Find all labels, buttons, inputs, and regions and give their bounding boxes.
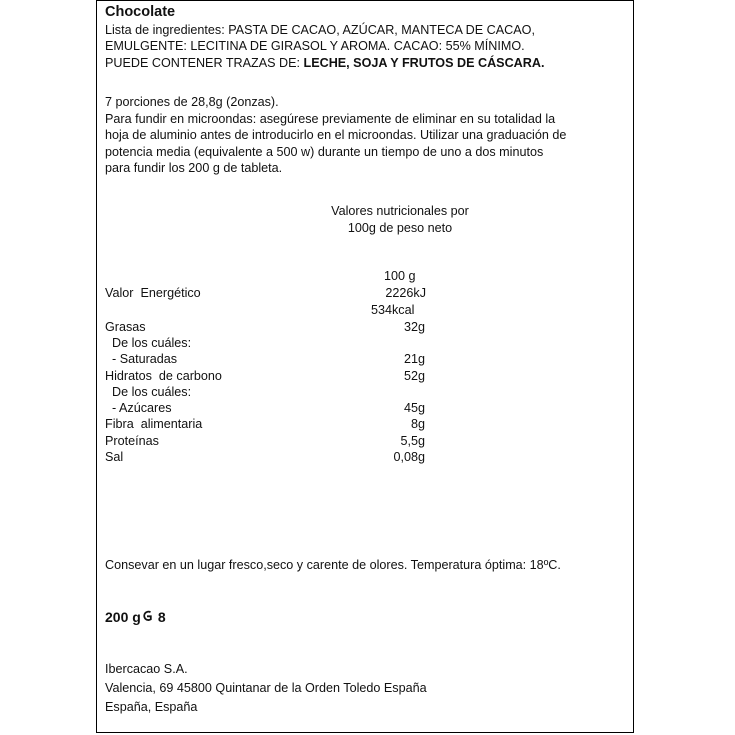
nutrition-row <box>105 433 425 449</box>
nutrition-row <box>105 335 425 351</box>
nutrient-value: 8g <box>410 417 425 431</box>
microwave-line-3: potencia media (equivalente a 500 w) durante un tiempo de uno a dos minutos <box>105 145 544 159</box>
nutrition-row <box>105 400 425 416</box>
nutrient-label: - Azúcares <box>105 401 172 415</box>
nutrient-label: Grasas <box>105 320 146 334</box>
ingredients-line-1: Lista de ingredientes: PASTA DE CACAO, AZÚCAR, MANTECA DE CACAO, <box>105 23 535 37</box>
nutrient-value: 32g <box>403 320 425 334</box>
nutrient-value: 5,5g <box>400 434 425 448</box>
allergens-list: LECHE, SOJA Y FRUTOS DE CÁSCARA. <box>303 56 545 70</box>
microwave-line-4: para fundir los 200 g de tableta. <box>105 161 283 175</box>
nutrition-header-line-1: Valores nutricionales por <box>331 204 469 218</box>
allergens-prefix: PUEDE CONTENER TRAZAS DE: <box>105 56 304 70</box>
nutrient-value: 45g <box>403 401 425 415</box>
nutrient-label: Proteínas <box>105 434 159 448</box>
energy-label: Valor Energético <box>105 286 201 300</box>
nutrition-row <box>105 351 425 367</box>
nutrient-label: Hidratos de carbono <box>105 369 222 383</box>
storage-text: Consevar en un lugar fresco,seco y carente de olores. Temperatura óptima: 18ºC. <box>105 558 561 572</box>
portions-text: 7 porciones de 28,8g (2onzas). <box>105 95 279 109</box>
nutrient-value: 0,08g <box>393 450 425 464</box>
nutrition-column-header: 100 g <box>384 269 416 283</box>
nutrition-row <box>105 449 425 465</box>
nutrient-label: Sal <box>105 450 124 464</box>
nutrient-label: De los cuáles: <box>105 336 192 350</box>
nutrient-value: 52g <box>403 369 425 383</box>
ingredients-line-2: EMULGENTE: LECITINA DE GIRASOL Y AROMA. CACAO: 55% MÍNIMO. <box>105 39 525 53</box>
energy-kcal: 534kcal <box>371 303 415 317</box>
nutrient-label: De los cuáles: <box>105 385 192 399</box>
portion-count: 8 <box>157 609 166 625</box>
product-title: Chocolate <box>105 4 176 20</box>
net-weight-amount: 200 g <box>105 609 141 625</box>
estimated-sign-icon <box>142 610 152 626</box>
nutrition-row <box>105 416 425 432</box>
nutrient-label: - Saturadas <box>105 352 178 366</box>
energy-row <box>105 285 425 301</box>
nutrition-row <box>105 368 425 384</box>
manufacturer-country: España, España <box>105 700 198 714</box>
allergens-line <box>105 55 544 71</box>
energy-kj: 2226kJ <box>385 286 426 300</box>
manufacturer-address: Valencia, 69 45800 Quintanar de la Orden Toledo España <box>105 681 427 695</box>
manufacturer-name: Ibercacao S.A. <box>105 662 188 676</box>
nutrition-header-line-2: 100g de peso neto <box>347 221 453 235</box>
microwave-line-2: hoja de aluminio antes de introducirlo en el microondas. Utilizar una graduación de <box>105 128 567 142</box>
nutrient-label: Fibra alimentaria <box>105 417 203 431</box>
nutrition-row <box>105 319 425 335</box>
nutrient-value: 21g <box>403 352 425 366</box>
microwave-line-1: Para fundir en microondas: asegúrese previamente de eliminar en su totalidad la <box>105 112 556 126</box>
nutrition-row <box>105 384 425 400</box>
net-weight <box>105 609 166 625</box>
